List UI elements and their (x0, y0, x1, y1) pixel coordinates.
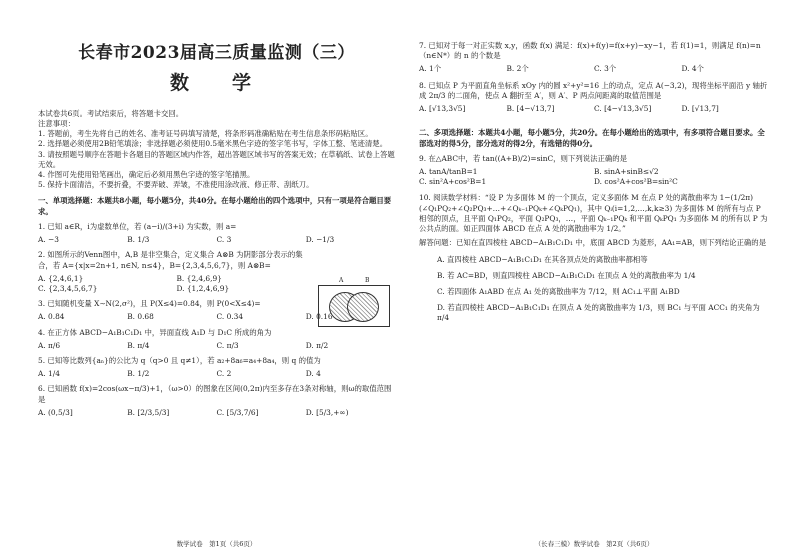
question-stem: 5. 已知等比数列{aₙ}的公比为 q（q>0 且 q≠1），若 a₂+8a₆=a₄+8a₄，则 q 的值为 (38, 356, 321, 366)
option: A. (0,5/3] (38, 407, 73, 417)
instruction-line: 本试卷共6页。考试结束后，将答题卡交回。 (38, 108, 184, 118)
question-stem: 4. 在正方体 ABCD−A₁B₁C₁D₁ 中，异面直线 A₁D 与 D₁C 所成的角为 (38, 327, 272, 337)
option: C. 2 (216, 369, 232, 379)
page-left (38, 0, 395, 559)
option: B. π/4 (127, 340, 150, 350)
question-stem: 9. 在△ABC中，若 tan((A+B)/2)=sinC，则下列说法正确的是 (419, 153, 628, 163)
page-footer: 数学试卷 第1页（共6页） (176, 540, 257, 549)
question-stem: 1. 已知 a∈R，i为虚数单位，若 (a−i)/(3+i) 为实数，则 a= (38, 221, 237, 231)
exam-title: 长春市2023届高三质量监测（三） (78, 43, 355, 63)
question-options (419, 64, 769, 74)
option: A. tanA/tanB=1 (419, 166, 478, 176)
option: C. {2,3,4,5,6,7} (38, 283, 98, 293)
option: A. −3 (38, 235, 59, 245)
exam-subject: 数 学 (169, 72, 263, 95)
question-options (38, 274, 315, 294)
option: B. 0.68 (127, 312, 154, 322)
question-stem: 3. 已知随机变量 X∼N(2,σ²)，且 P(X≤4)=0.84，则 P(0<X≤4)= (38, 299, 261, 309)
instruction-line: 1. 答题前，考生先将自己的姓名、准考证号码填写清楚，将条形码准确粘贴在考生信息条形码粘贴区。 (38, 129, 373, 139)
option: D. [5/3,+∞) (305, 407, 349, 417)
venn-label-a: A (339, 277, 344, 284)
option: C. [4−√13,3√5] (594, 104, 652, 114)
option: C. [5/3,7/6] (216, 407, 259, 417)
question-options (419, 104, 769, 114)
question (38, 356, 395, 379)
option: C. 3 (216, 235, 232, 245)
option: D. cos²A+cos²B=sin²C (594, 177, 678, 187)
option: A. 0.84 (38, 312, 65, 322)
option: B. 2个 (506, 64, 529, 74)
question (38, 384, 395, 418)
question-options (38, 235, 395, 245)
section-heading: 一、单项选择题：本题共8小题，每小题5分，共40分。在每小题给出的四个选项中，只有一项是符合题目要求。 (38, 196, 392, 216)
option: B. sinA+sinB≤√2 (594, 166, 659, 176)
option: D. {1,2,4,6,9} (176, 283, 230, 293)
question-stem: 8. 已知点 P 为平面直角坐标系 xOy 内的圆 x²+y²=16 上的动点，定点 A(−3,2)，现将坐标平面沿 y 轴折成 2π/3 的二面角，使点 A 翻折至 A′，则 A′、P 两点间距离的取值范围是 (419, 80, 768, 100)
option: D. −1/3 (305, 235, 335, 245)
option: A. π/6 (38, 340, 61, 350)
question-options (38, 408, 395, 418)
question-options (38, 341, 395, 351)
page-right (419, 0, 769, 559)
option: D. 0.16 (305, 312, 333, 322)
instruction-line: 3. 请按照题号顺序在答题卡各题目的答题区域内作答，超出答题区域书写的答案无效；在草稿纸、试卷上答题无效。 (38, 149, 395, 169)
option: B. [4−√13,7] (506, 104, 555, 114)
instruction-line: 2. 选择题必须使用2B铅笔填涂；非选择题必须使用0.5毫米黑色字迹的签字笔书写，字体工整、笔迹清楚。 (38, 139, 388, 149)
option: D. 若直四棱柱 ABCD−A₁B₁C₁D₁ 在顶点 A 处的离散曲率为 1/3，则 BC₁ 与平面 ACC₁ 的夹角为 π/4 (437, 303, 760, 323)
option: C. 3个 (594, 64, 617, 74)
option: B. {2,4,6,9} (176, 273, 222, 283)
question-stem: 7. 已知对于每一对正实数 x,y，函数 f(x) 满足：f(x)+f(y)=f(x+y)−xy−1，若 f(1)=1，则满足 f(n)=n（n∈N*）的 n 的个数是 (419, 41, 761, 61)
instruction-line: 5. 保持卡面清洁，不要折叠，不要弄破、弄皱，不准使用涂改液、修正带、刮纸刀。 (38, 180, 314, 190)
question-options (38, 369, 395, 379)
option: D. 4 (305, 369, 321, 379)
venn-diagram (318, 277, 390, 327)
instruction-line: 注意事项： (38, 118, 75, 128)
venn-label-b: B (365, 277, 370, 284)
option: A. [√13,3√5] (419, 104, 466, 114)
instruction-line: 4. 作图可先使用铅笔画出，确定后必须用黑色字迹的签字笔描黑。 (38, 169, 255, 179)
option: C. 0.34 (216, 312, 244, 322)
option: A. 1/4 (38, 369, 60, 379)
question (38, 328, 395, 351)
question (419, 154, 769, 188)
option: D. [√13,7] (681, 104, 719, 114)
option: C. 若四面体 A₁ABD 在点 A₁ 处的离散曲率为 7/12，则 AC₁⊥平面 A₁BD (437, 286, 680, 296)
page-footer: （长春三模）数学试卷 第2页（共6页） (534, 540, 654, 549)
option: B. 若 AC=BD，则直四棱柱 ABCD−A₁B₁C₁D₁ 在顶点 A 处的离散曲率为 1/4 (437, 270, 696, 280)
question-stem: 6. 已知函数 f(x)=2cos(ωx−π/3)+1，（ω>0）的图象在区间(0,2π)内至多存在3条对称轴，则ω的取值范围是 (38, 384, 392, 404)
question-task: 解答问题：已知在直四棱柱 ABCD−A₁B₁C₁D₁ 中，底面 ABCD 为菱形，AA₁=AB，则下列结论正确的是 (419, 238, 767, 248)
venn-circle-b (347, 292, 379, 322)
question-stem: 2. 如图所示的Venn图中，A,B 是非空集合，定义集合 A⊗B 为阴影部分表示的集合，若 A={x|x=2n+1, n∈N, n≤4}，B={2,3,4,5,6,7}，则 A⊗B= (38, 250, 303, 270)
option: C. sin²A+cos²B=1 (419, 177, 487, 187)
question-stem: 10. 阅读数学材料：“设 P 为多面体 M 的一个顶点，定义多面体 M 在点 P 处的离散曲率为 1−(1/2π)(∠Q₁PQ₂+∠Q₂PQ₃+…+∠Qₖ₋₁PQₖ+∠QₖPQ₁)，其中 Qᵢ(i=1,2,…,k,k≥3) 为多面体 M 的所有与点 P 相邻的顶点，且平面 Q₁PQ₂，平面 Q₂PQ₃，…，平面 Qₖ₋₁PQₖ 和平面 QₖPQ₁ 为多面体 M 的所有以 P 为公共点的面。如正四面体 ABCD 在点 A 处的离散曲率为 1/2。” (419, 193, 768, 234)
question (38, 222, 395, 245)
option: A. 直四棱柱 ABCD−A₁B₁C₁D₁ 在其各顶点处的离散曲率都相等 (437, 254, 648, 264)
option: C. π/3 (216, 340, 239, 350)
question (419, 41, 769, 75)
question-options (419, 167, 769, 187)
option: D. 4个 (681, 64, 704, 74)
option: B. [2/3,5/3] (127, 407, 170, 417)
option: A. 1个 (419, 64, 442, 74)
question (419, 81, 769, 115)
question (419, 193, 769, 323)
option: D. π/2 (305, 340, 329, 350)
option: B. 1/2 (127, 369, 150, 379)
instructions (38, 109, 395, 191)
option: A. {2,4,6,1} (38, 273, 84, 283)
section-heading: 二、多项选择题：本题共4小题，每小题5分，共20分。在每小题给出的选项中，有多项符合题目要求。全部选对的得5分，部分选对的得2分，有选错的得0分。 (419, 128, 765, 148)
option: B. 1/3 (127, 235, 150, 245)
